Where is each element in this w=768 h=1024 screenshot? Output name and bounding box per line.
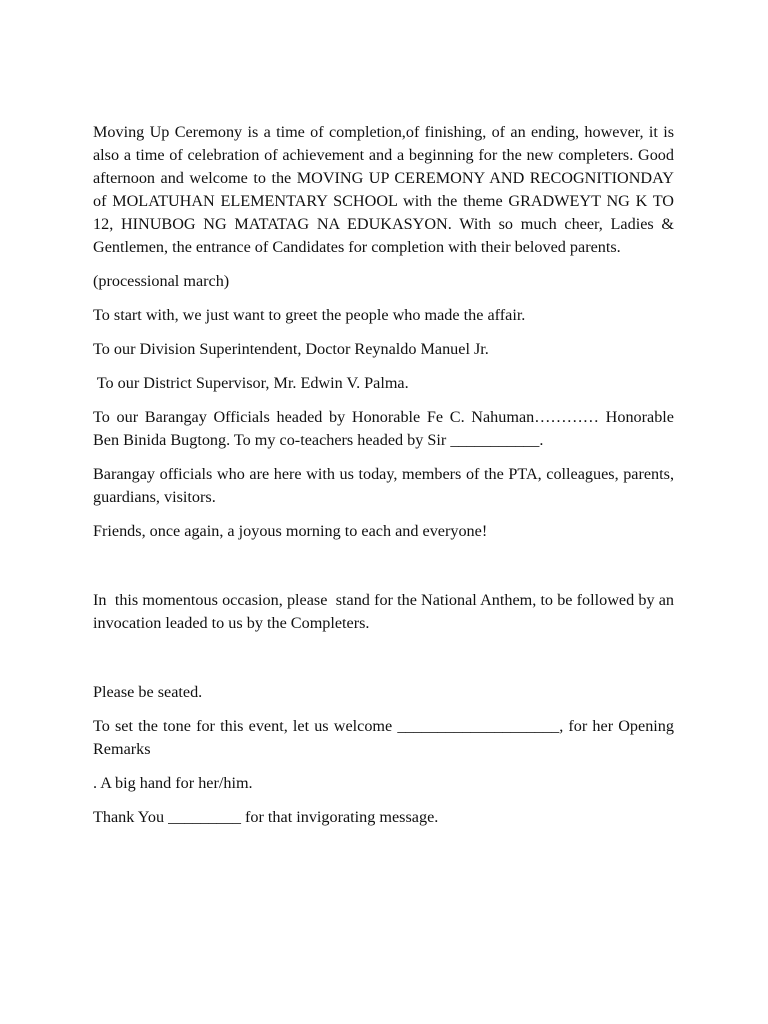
big-hand-line: . A big hand for her/him.	[93, 774, 253, 792]
supervisor-line: To our District Supervisor, Mr. Edwin V. Palma.	[93, 374, 409, 392]
attendees-paragraph: Barangay officials who are here with us today, members of the PTA, colleagues, parents, guardians, visitors.	[93, 465, 674, 506]
greeting-line: To start with, we just want to greet the people who made the affair.	[93, 306, 526, 324]
barangay-officials-paragraph: To our Barangay Officials headed by Honorable Fe C. Nahuman………… Honorable Ben Binida Bugtong. To my co-teachers headed by Sir ___________.	[93, 408, 674, 449]
friends-line: Friends, once again, a joyous morning to each and everyone!	[93, 522, 488, 540]
blank-space	[93, 646, 674, 681]
national-anthem-paragraph: In this momentous occasion, please stand for the National Anthem, to be followed by an invocation leaded to us by the Completers.	[93, 591, 679, 632]
intro-paragraph: Moving Up Ceremony is a time of completion,of finishing, of an ending, however, it is also a time of celebration of achievement and a beginning for the new completers. Good afternoon and welcome to the MOVING UP CEREMONY AND RECOGNITIONDAY of MOLATUHAN ELEMENTARY SCHOOL with the theme GRADWEYT NG K TO 12, HINUBOG NG MATATAG NA EDUKASYON. With so much cheer, Ladies & Gentlemen, the entrance of Candidates for completion with their beloved parents.	[93, 123, 674, 256]
blank-space	[93, 554, 674, 589]
please-be-seated-line: Please be seated.	[93, 683, 203, 701]
thank-you-line: Thank You _________ for that invigorating message.	[93, 808, 439, 826]
opening-remarks-paragraph: To set the tone for this event, let us welcome ____________________, for her Opening Remarks	[93, 717, 674, 758]
document-page	[93, 121, 679, 840]
superintendent-line: To our Division Superintendent, Doctor Reynaldo Manuel Jr.	[93, 340, 489, 358]
processional-march-line: (processional march)	[93, 272, 230, 290]
